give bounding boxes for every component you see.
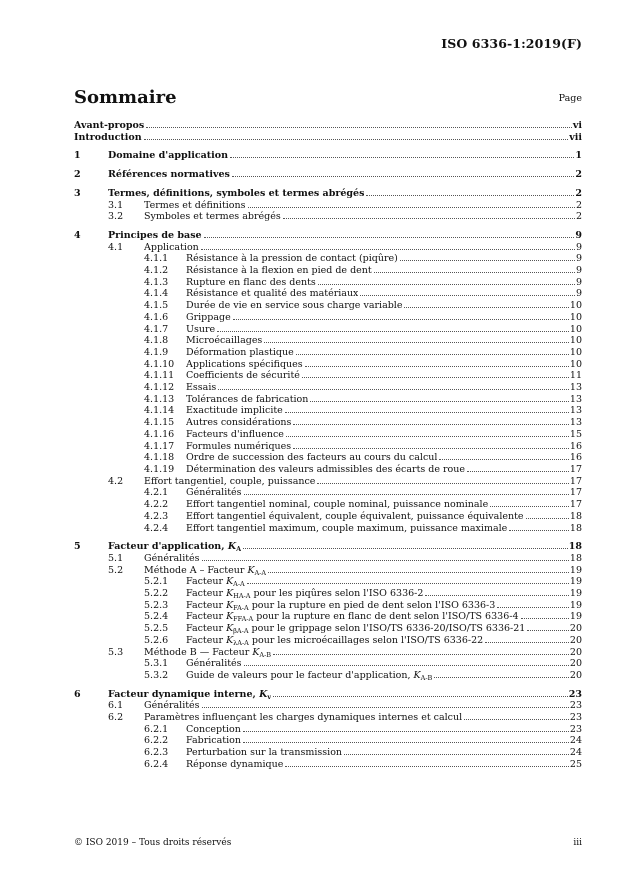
toc-entry-title: Termes, définitions, symboles et termes abrégés <box>108 187 365 199</box>
dot-leader <box>374 272 575 273</box>
toc-entry-number: 4.1.2 <box>144 265 169 277</box>
toc-entry[interactable] <box>74 347 582 359</box>
dot-leader <box>248 207 575 208</box>
toc-entry-title: Facteurs d'influence <box>186 428 284 440</box>
toc-entry-page: 2 <box>575 169 582 181</box>
toc-entry-page: 23 <box>569 712 582 724</box>
toc-entry-number: 6.2.3 <box>144 747 169 759</box>
toc-entry-title: Durée de vie en service sous charge variable <box>186 300 403 312</box>
toc-entry-page: 17 <box>569 499 582 511</box>
symbol-subscript: FFA-A <box>233 615 254 624</box>
toc-entry-number: 5.2.6 <box>144 634 169 646</box>
toc-entry-title: Références normatives <box>108 169 230 181</box>
symbol-k: K <box>226 576 234 588</box>
toc-entry-title: Rupture en flanc des dents <box>186 276 316 288</box>
toc-entry-page: vii <box>569 131 582 143</box>
toc-entry-page: 23 <box>569 700 582 712</box>
toc-entry[interactable] <box>74 553 582 565</box>
toc-entry[interactable] <box>74 441 582 453</box>
toc-entry-page: 20 <box>569 669 582 681</box>
dot-leader <box>218 389 569 390</box>
dot-leader <box>521 618 569 619</box>
page-column-label: Page <box>558 93 582 104</box>
toc-entry[interactable] <box>74 230 582 242</box>
toc-entry-title: Effort tangentiel équivalent, couple équivalent, puissance équivalente <box>186 510 524 522</box>
toc-entry-title: Coefficients de sécurité <box>186 370 300 382</box>
toc-entry-title: Perturbation sur la transmission <box>186 747 343 759</box>
toc-entry[interactable] <box>74 658 582 670</box>
dot-leader <box>293 448 569 449</box>
dot-leader <box>302 377 569 378</box>
toc-entry[interactable] <box>74 300 582 312</box>
section-spacer <box>74 682 582 689</box>
dot-leader <box>202 707 569 708</box>
toc-entry-number: 4.1.5 <box>144 300 169 312</box>
toc-entry-title: Méthode A – Facteur $K_{A-A}$ <box>144 564 267 577</box>
symbol-k: K <box>259 688 268 700</box>
toc-entry-number: 5.2.2 <box>144 588 169 600</box>
toc-entry[interactable] <box>74 600 582 612</box>
document-code: ISO 6336-1:2019(F) <box>441 36 582 51</box>
symbol-k: K <box>226 623 234 635</box>
dot-leader <box>317 483 568 484</box>
symbol-subscript: λA-A <box>233 638 249 647</box>
toc-entry[interactable] <box>74 623 582 635</box>
toc-entry-number: 4.2.4 <box>144 522 169 534</box>
toc-entry-number: 4.2.2 <box>144 499 169 511</box>
toc-entry-number: 4.2.3 <box>144 510 169 522</box>
toc-entry-title: Détermination des valeurs admissibles des écarts de roue <box>186 463 466 475</box>
toc-entry[interactable] <box>74 712 582 724</box>
toc-entry-title: Applications spécifiques <box>186 358 303 370</box>
toc-entry-title: Autres considérations <box>186 417 292 429</box>
toc-entry-number: 4.1.11 <box>144 370 175 382</box>
toc-entry-page: 20 <box>569 646 582 658</box>
toc-entry-page: 19 <box>569 588 582 600</box>
toc-entry[interactable] <box>74 288 582 300</box>
toc-entry-title: Effort tangentiel, couple, puissance <box>144 475 316 487</box>
toc-entry-page: 9 <box>575 241 582 253</box>
dot-leader <box>247 583 569 584</box>
toc-entry[interactable] <box>74 464 582 476</box>
dot-leader <box>434 677 569 678</box>
dot-leader <box>296 354 569 355</box>
toc-entry-number: 4.1.18 <box>144 452 175 464</box>
dot-leader <box>243 742 569 743</box>
section-spacer <box>74 181 582 188</box>
toc-entry-number: 4.1.8 <box>144 335 169 347</box>
toc-entry-title: Effort tangentiel nominal, couple nominal, puissance nominale <box>186 499 489 511</box>
toc-entry-title: Généralités <box>144 700 200 712</box>
toc-entry-page: 17 <box>569 487 582 499</box>
toc-entry[interactable] <box>74 588 582 600</box>
toc-entry-page: 10 <box>569 335 582 347</box>
toc-entry[interactable] <box>74 747 582 759</box>
toc-entry[interactable] <box>74 647 582 659</box>
symbol-k: K <box>227 541 237 553</box>
toc-entry[interactable] <box>74 541 582 553</box>
toc-entry-page: 2 <box>575 199 582 211</box>
toc-entry-number: 5.2.4 <box>144 611 169 623</box>
toc-entry-page: 13 <box>569 382 582 394</box>
toc-entry-title: Facteur dynamique interne, $K_v$ <box>108 688 272 701</box>
toc-entry-number: 5 <box>74 541 81 553</box>
toc-entry-title: Symboles et termes abrégés <box>144 211 281 223</box>
footer-copyright: © ISO 2019 – Tous droits réservés <box>74 838 232 848</box>
dot-leader <box>467 471 569 472</box>
toc-entry[interactable] <box>74 429 582 441</box>
page-title: Sommaire <box>74 87 177 108</box>
dot-leader <box>285 766 569 767</box>
toc-entry-title: Facteur $K_{A-A}$ <box>186 576 245 589</box>
toc-entry-title: Microécaillages <box>186 335 263 347</box>
dot-leader <box>146 127 572 128</box>
dot-leader <box>425 595 568 596</box>
toc-entry[interactable] <box>74 476 582 488</box>
toc-entry[interactable] <box>74 324 582 336</box>
toc-entry-number: 4.1.7 <box>144 323 169 335</box>
toc-entry[interactable] <box>74 499 582 511</box>
toc-entry-title: Exactitude implicite <box>186 405 283 417</box>
toc-entry-page: 19 <box>569 564 582 576</box>
toc-entry[interactable] <box>74 242 582 254</box>
section-spacer <box>74 223 582 230</box>
symbol-k: K <box>226 611 234 623</box>
symbol-k: K <box>413 669 421 681</box>
toc-entry-number: 4.2 <box>108 475 124 487</box>
toc-entry-number: 2 <box>74 169 81 181</box>
dot-leader <box>344 754 569 755</box>
toc-entry[interactable] <box>74 188 582 200</box>
toc-entry-page: 19 <box>569 576 582 588</box>
toc-entry-number: 4.1.19 <box>144 463 175 475</box>
toc-entry-title: Généralités <box>186 487 242 499</box>
dot-leader <box>285 412 569 413</box>
toc-entry-title: Conception <box>186 723 241 735</box>
toc-entry[interactable] <box>74 277 582 289</box>
symbol-subscript: βA-A <box>233 627 249 635</box>
toc-entry[interactable] <box>74 132 582 144</box>
section-spacer <box>74 534 582 541</box>
toc-entry-number: 4.1.13 <box>144 393 175 405</box>
toc-entry-title: Termes et définitions <box>144 199 246 211</box>
toc-entry[interactable] <box>74 523 582 535</box>
dot-leader <box>318 284 575 285</box>
toc-entry-title: Guide de valeurs pour le facteur d'application, $K_{A-B}$ <box>186 669 433 682</box>
dot-leader <box>490 506 569 507</box>
toc-entry-page: 20 <box>569 658 582 670</box>
toc-entry-page: 1 <box>575 150 582 162</box>
dot-leader <box>464 719 569 720</box>
toc-entry-number: 4.1.6 <box>144 311 169 323</box>
dot-leader <box>509 530 569 531</box>
symbol-k: K <box>252 646 260 658</box>
toc-entry[interactable] <box>74 312 582 324</box>
toc-entry-page: 9 <box>575 276 582 288</box>
toc-entry-number: 5.1 <box>108 552 124 564</box>
dot-leader <box>230 157 574 158</box>
toc-entry[interactable] <box>74 735 582 747</box>
toc-entry-title: Effort tangentiel maximum, couple maximum, puissance maximale <box>186 522 508 534</box>
footer-page-number: iii <box>573 838 582 848</box>
section-spacer <box>74 143 582 150</box>
dot-leader <box>243 548 568 549</box>
toc-entry[interactable] <box>74 417 582 429</box>
dot-leader <box>400 260 575 261</box>
toc-entry-title: Facteur $K_{\beta A-A}$ pour le grippage selon l'ISO/TS 6336-20/ISO/TS 6336-21 <box>186 623 526 635</box>
toc-entry-page: 20 <box>569 623 582 635</box>
dot-leader <box>244 494 569 495</box>
toc-entry[interactable] <box>74 576 582 588</box>
toc-entry-title: Méthode B — Facteur $K_{A-B}$ <box>144 646 272 659</box>
toc-entry-page: 20 <box>569 634 582 646</box>
toc-entry-title: Essais <box>186 382 217 394</box>
toc-entry-number: 5.2.5 <box>144 623 169 635</box>
toc-entry[interactable] <box>74 635 582 647</box>
toc-entry-title: Paramètres influençant les charges dynamiques internes et calcul <box>144 712 463 724</box>
dot-leader <box>305 366 569 367</box>
toc-entry[interactable] <box>74 169 582 181</box>
toc-entry-title: Fabrication <box>186 735 241 747</box>
toc-entry[interactable] <box>74 359 582 371</box>
dot-leader <box>273 696 568 697</box>
toc-entry-page: 17 <box>569 463 582 475</box>
toc-entry-number: 6.2.4 <box>144 758 169 770</box>
toc-entry[interactable] <box>74 759 582 771</box>
dot-leader <box>286 436 569 437</box>
toc-entry-title: Résistance à la pression de contact (piqûre) <box>186 253 398 265</box>
dot-leader <box>526 518 569 519</box>
toc-entry-title: Résistance à la flexion en pied de dent <box>186 265 372 277</box>
toc-entry-page: 10 <box>569 300 582 312</box>
toc-entry-page: 10 <box>569 358 582 370</box>
toc-entry-number: 4.1.15 <box>144 417 175 429</box>
section-spacer <box>74 162 582 169</box>
toc-entry-number: 3.1 <box>108 199 124 211</box>
toc-entry[interactable] <box>74 394 582 406</box>
toc-entry-number: 4.1.17 <box>144 440 175 452</box>
toc-entry-title: Ordre de succession des facteurs au cours du calcul <box>186 452 438 464</box>
toc-entry-number: 4.1.3 <box>144 276 169 288</box>
toc-entry-number: 6.2.1 <box>144 723 169 735</box>
toc-entry[interactable] <box>74 670 582 682</box>
toc-entry-title: Facteur d'application, $K_A$ <box>108 541 242 553</box>
symbol-subscript: v <box>267 692 272 701</box>
symbol-k: K <box>247 564 255 576</box>
toc-entry-page: 10 <box>569 311 582 323</box>
toc-entry[interactable] <box>74 370 582 382</box>
toc-entry-number: 4 <box>74 229 81 241</box>
toc-entry-page: 13 <box>569 393 582 405</box>
toc-entry-number: 4.2.1 <box>144 487 169 499</box>
toc-entry-number: 4.1.16 <box>144 428 175 440</box>
symbol-subscript: A-A <box>233 580 245 589</box>
dot-leader <box>202 560 569 561</box>
toc-entry-page: 23 <box>568 688 582 700</box>
toc-entry-page: 18 <box>569 552 582 564</box>
dot-leader <box>527 630 569 631</box>
toc-entry-title: Grippage <box>186 311 231 323</box>
toc-entry[interactable] <box>74 150 582 162</box>
toc-entry-page: 9 <box>575 253 582 265</box>
dot-leader <box>233 319 569 320</box>
dot-leader <box>485 642 569 643</box>
toc-entry-title: Avant-propos <box>74 120 145 131</box>
toc-entry-title: Réponse dynamique <box>186 758 284 770</box>
toc-entry-title: Généralités <box>144 552 200 564</box>
toc-entry-number: 6 <box>74 688 81 700</box>
toc-entry-page: 2 <box>575 187 582 199</box>
toc-entry-title: Usure <box>186 323 216 335</box>
toc-entry-title: Facteur $K_{FFA-A}$ pour la rupture en flanc de dent selon l'ISO/TS 6336-4 <box>186 611 519 624</box>
toc-entry-title: Facteur $K_{\lambda A-A}$ pour les microécaillages selon l'ISO/TS 6336-22 <box>186 634 484 647</box>
dot-leader <box>201 249 575 250</box>
toc-entry-number: 3 <box>74 187 81 199</box>
toc-entry-title: Généralités <box>186 658 242 670</box>
toc-entry-page: 19 <box>569 599 582 611</box>
toc-entry-page: 18 <box>569 510 582 522</box>
toc-entry[interactable] <box>74 724 582 736</box>
toc-entry-number: 4.1.12 <box>144 382 175 394</box>
toc-entry-page: 10 <box>569 346 582 358</box>
toc-entry-page: 9 <box>575 229 582 241</box>
dot-leader <box>268 572 569 573</box>
toc-entry[interactable] <box>74 565 582 577</box>
dot-leader <box>293 424 569 425</box>
toc-entry-page: 9 <box>575 265 582 277</box>
toc-entry-page: 24 <box>569 735 582 747</box>
toc-entry-page: 23 <box>569 723 582 735</box>
dot-leader <box>366 195 574 196</box>
toc-entry-number: 4.1.9 <box>144 346 169 358</box>
dot-leader <box>310 401 569 402</box>
dot-leader <box>144 139 569 140</box>
toc-entry-title: Introduction <box>74 131 142 143</box>
symbol-k: K <box>226 588 234 600</box>
toc-entry-page: vi <box>572 120 582 131</box>
toc-entry-number: 1 <box>74 150 81 162</box>
symbol-k: K <box>226 599 234 611</box>
toc-entry[interactable] <box>74 211 582 223</box>
toc-entry[interactable] <box>74 700 582 712</box>
toc-entry[interactable] <box>74 452 582 464</box>
toc-entry-title: Principes de base <box>108 229 202 241</box>
toc-entry-title: Application <box>144 241 199 253</box>
toc-entry[interactable] <box>74 487 582 499</box>
toc-entry-title: Formules numériques <box>186 440 292 452</box>
toc-entry[interactable] <box>74 120 582 132</box>
toc-entry[interactable] <box>74 611 582 623</box>
toc-entry[interactable] <box>74 200 582 212</box>
dot-leader <box>404 307 568 308</box>
symbol-subscript: FA-A <box>233 603 249 612</box>
toc-entry[interactable] <box>74 253 582 265</box>
toc-entry-page: 19 <box>569 611 582 623</box>
toc-entry[interactable] <box>74 511 582 523</box>
toc-entry-page: 9 <box>575 288 582 300</box>
toc-entry-number: 4.1.4 <box>144 288 169 300</box>
dot-leader <box>243 731 569 732</box>
symbol-subscript: HA-A <box>233 592 251 600</box>
toc-entry-page: 13 <box>569 417 582 429</box>
toc-entry-number: 6.2.2 <box>144 735 169 747</box>
toc-entry-page: 15 <box>569 428 582 440</box>
table-of-contents <box>74 120 582 771</box>
toc-entry-number: 5.2.3 <box>144 599 169 611</box>
toc-entry-number: 4.1.14 <box>144 405 175 417</box>
toc-entry-title: Résistance et qualité des matériaux <box>186 288 359 300</box>
toc-entry-number: 6.2 <box>108 712 124 724</box>
toc-entry-page: 13 <box>569 405 582 417</box>
dot-leader <box>244 665 569 666</box>
toc-entry[interactable] <box>74 335 582 347</box>
toc-entry-page: 18 <box>568 541 582 553</box>
toc-entry-number: 4.1.10 <box>144 358 175 370</box>
toc-entry-number: 5.2.1 <box>144 576 169 588</box>
toc-entry-title: Domaine d'application <box>108 150 229 162</box>
toc-entry[interactable] <box>74 405 582 417</box>
symbol-k: K <box>226 634 234 646</box>
toc-entry-title: Déformation plastique <box>186 346 294 358</box>
dot-leader <box>439 459 568 460</box>
toc-entry-title: Tolérances de fabrication <box>186 393 309 405</box>
toc-entry[interactable] <box>74 382 582 394</box>
symbol-subscript: A-B <box>259 650 272 659</box>
dot-leader <box>360 295 575 296</box>
toc-entry-page: 16 <box>569 452 582 464</box>
toc-entry-page: 17 <box>569 475 582 487</box>
dot-leader <box>273 654 569 655</box>
toc-entry-title: Facteur $K_{HA-A}$ pour les piqûres selon l'ISO 6336-2 <box>186 588 424 600</box>
symbol-subscript: A <box>236 545 242 553</box>
toc-entry-page: 24 <box>569 747 582 759</box>
toc-entry[interactable] <box>74 689 582 701</box>
toc-entry-page: 18 <box>569 522 582 534</box>
toc-entry-page: 25 <box>569 758 582 770</box>
toc-entry-title: Facteur $K_{FA-A}$ pour la rupture en pied de dent selon l'ISO 6336-3 <box>186 599 496 612</box>
toc-entry-page: 2 <box>575 211 582 223</box>
toc-entry-number: 4.1 <box>108 241 124 253</box>
symbol-subscript: A-A <box>254 568 267 577</box>
toc-entry-number: 5.3.1 <box>144 658 169 670</box>
dot-leader <box>497 607 569 608</box>
toc-entry-number: 5.3 <box>108 646 124 658</box>
toc-entry-number: 6.1 <box>108 700 124 712</box>
dot-leader <box>217 331 569 332</box>
toc-entry[interactable] <box>74 265 582 277</box>
dot-leader <box>204 237 575 238</box>
toc-entry-page: 11 <box>569 370 582 382</box>
symbol-subscript: A-B <box>420 673 433 682</box>
dot-leader <box>264 342 569 343</box>
toc-entry-number: 5.2 <box>108 564 124 576</box>
dot-leader <box>283 218 575 219</box>
dot-leader <box>232 176 574 177</box>
toc-entry-number: 5.3.2 <box>144 669 169 681</box>
toc-entry-number: 3.2 <box>108 211 124 223</box>
toc-entry-page: 10 <box>569 323 582 335</box>
toc-entry-number: 4.1.1 <box>144 253 169 265</box>
toc-entry-page: 16 <box>569 440 582 452</box>
